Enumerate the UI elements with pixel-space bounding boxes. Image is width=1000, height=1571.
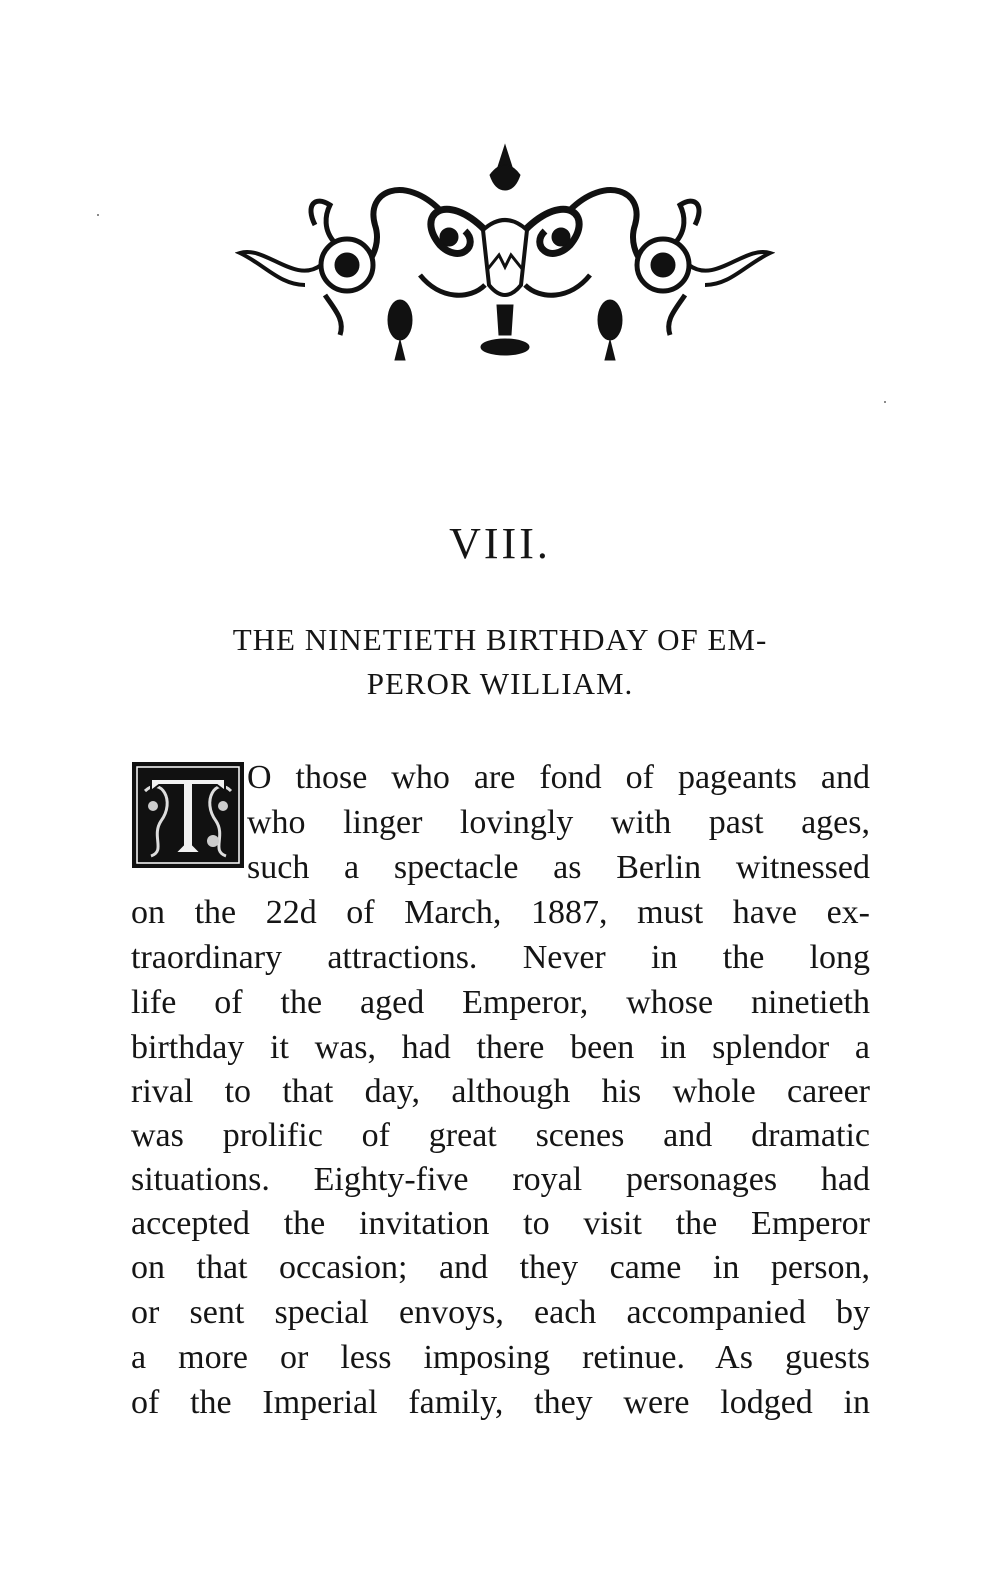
- body-line: or sent special envoys, each accompanied by: [131, 1294, 870, 1331]
- body-line: rival to that day, although his whole career: [131, 1073, 870, 1110]
- body-line: of the Imperial family, they were lodged in: [131, 1384, 870, 1421]
- body-line: who linger lovingly with past ages,: [247, 804, 870, 841]
- body-line: such a spectacle as Berlin witnessed: [247, 849, 870, 886]
- body-line: life of the aged Emperor, whose ninetieth: [131, 984, 870, 1021]
- body-line: O those who are fond of pageants and: [247, 759, 870, 796]
- chapter-title-line: THE NINETIETH BIRTHDAY OF EM-: [232, 622, 768, 657]
- body-line: was prolific of great scenes and dramatic: [131, 1117, 870, 1154]
- body-line: accepted the invitation to visit the Emperor: [131, 1205, 870, 1242]
- body-line: birthday it was, had there been in splendor a: [131, 1029, 870, 1066]
- body-line: on the 22d of March, 1887, must have ex-: [131, 894, 870, 931]
- urn-scroll-headpiece-icon: [235, 135, 775, 365]
- body-line: situations. Eighty-five royal personages had: [131, 1161, 870, 1198]
- margin-speck: [884, 401, 886, 403]
- ornamental-initial-t-icon: [131, 761, 245, 869]
- body-line: on that occasion; and they came in person,: [131, 1249, 870, 1286]
- margin-speck: [97, 214, 99, 216]
- body-line: a more or less imposing retinue. As guests: [131, 1339, 870, 1376]
- chapter-title-line: PEROR WILLIAM.: [366, 666, 634, 701]
- chapter-number: VIII.: [449, 519, 551, 568]
- chapter-title: [150, 618, 850, 706]
- body-line: traordinary attractions. Never in the long: [131, 939, 870, 976]
